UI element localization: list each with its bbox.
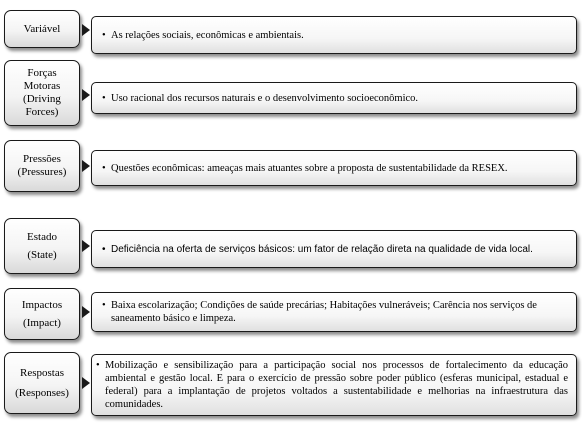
label-state <box>4 218 80 274</box>
arrow-icon <box>82 306 90 318</box>
description-variavel <box>91 16 577 54</box>
arrow-icon <box>82 24 90 36</box>
label-line: Motoras <box>23 80 61 92</box>
arrow-icon <box>82 89 90 101</box>
label-line: Estado <box>27 230 57 243</box>
label-line: (Driving <box>23 93 61 105</box>
label-driving-forces <box>4 60 80 126</box>
label-line: Forças <box>27 67 57 79</box>
label-pressures <box>4 140 80 192</box>
description-text: • Baixa escolarização; Condições de saúde precárias; Habitações vulneráveis; Carência nos serviços de saneamento básico e limpeza. <box>102 299 568 325</box>
label-line: (Pressures) <box>17 166 67 178</box>
description-driving-forces <box>91 82 577 114</box>
label-impact <box>4 288 80 340</box>
label-line: Impactos <box>21 298 63 311</box>
description-pressures <box>91 150 577 186</box>
label-responses <box>4 352 80 414</box>
arrow-icon <box>82 240 90 252</box>
label-variavel <box>4 10 80 48</box>
description-text: • Questões econômicas: ameaças mais atuantes sobre a proposta de sustentabilidade da RESEX. <box>102 162 508 175</box>
description-text: • As relações sociais, econômicas e ambientais. <box>102 29 304 42</box>
label-line: (Responses) <box>15 386 69 399</box>
description-state <box>91 230 577 268</box>
label-line: Pressões <box>23 153 61 165</box>
label-line: Variável <box>23 22 61 35</box>
description-responses <box>91 354 577 416</box>
description-text: • Uso racional dos recursos naturais e o desenvolvimento socioeconômico. <box>102 92 418 105</box>
label-line: Respostas <box>20 366 64 379</box>
label-line: (Impact) <box>23 316 61 329</box>
arrow-icon <box>82 160 90 172</box>
arrow-icon <box>82 377 90 389</box>
label-line: Forces) <box>25 106 59 118</box>
description-impact <box>91 292 577 332</box>
description-text: • Deficiência na oferta de serviços básicos: um fator de relação direta na qualidade de vida local. <box>102 243 533 256</box>
label-line: (State) <box>27 248 57 261</box>
description-text: • Mobilização e sensibilização para a participação social nos processos de fortalecimento da educação ambiental e gestão local. E para o exercício de pressão sobre poder público (esferas municipal, estadual e federal) para a implantação de projetos voltados a sustentabilidade e melhorias na infraestrutura das comunidades. <box>96 359 568 411</box>
